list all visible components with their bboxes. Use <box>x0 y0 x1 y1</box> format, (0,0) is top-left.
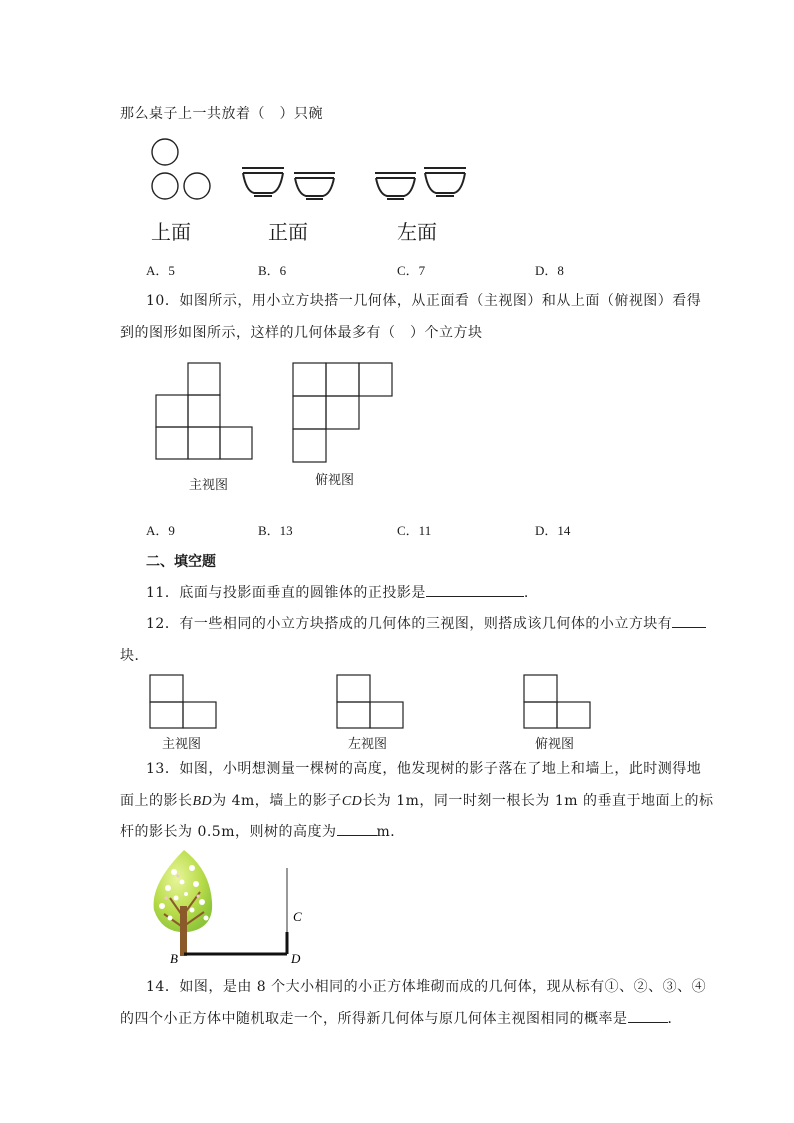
q11-text: 11．底面与投影面垂直的圆锥体的正投影是 <box>146 585 426 601</box>
q13-tree-figure <box>148 848 328 966</box>
q13-line2-part2: 为 4m，墙上的影子 <box>212 793 342 809</box>
q10-option-d: D．14 <box>535 523 571 538</box>
q9-option-a: A．5 <box>146 263 175 278</box>
q11-answer-blank[interactable] <box>426 596 524 597</box>
section-title: 二、填空题 <box>146 554 216 570</box>
q12-label-front: 主视图 <box>162 737 202 752</box>
q12-label-side: 左视图 <box>348 737 388 752</box>
q9-label-left: 左面 <box>397 220 437 244</box>
q12-line1 <box>146 613 706 633</box>
q10-option-a: A．9 <box>146 523 175 538</box>
q10-option-b: B．13 <box>258 523 293 538</box>
q13-line2-part3: 长为 1m，同一时刻一根长为 1m 的垂直于地面上的标 <box>362 793 714 809</box>
q13-line1: 13．如图，小明想测量一棵树的高度，他发现树的影子落在了地上和墙上，此时测得地 <box>146 761 702 777</box>
point-c-label: C <box>293 909 302 924</box>
q12-text: 12．有一些相同的小立方块搭成的几何体的三视图，则搭成该几何体的小立方块有 <box>146 616 673 632</box>
q13-segment-bd: BD <box>192 794 213 809</box>
q11-end: . <box>523 585 529 601</box>
q13-line3-part2: m． <box>376 824 405 840</box>
q12-answer-blank[interactable] <box>672 627 706 628</box>
q11-line <box>146 582 529 602</box>
q13-line2 <box>120 790 713 810</box>
q10-front-view-grid <box>155 362 257 464</box>
q13-line2-part1: 面上的影长 <box>120 793 193 809</box>
q14-line2-text: 的四个小正方体中随机取走一个，所得新几何体与原几何体主视图相同的概率是 <box>120 1011 628 1027</box>
q10-line1: 10．如图所示，用小立方块搭一几何体，从正面看（主视图）和从上面（俯视图）看得 <box>146 293 702 309</box>
q9-stem: 那么桌子上一共放着（ ）只碗 <box>120 106 323 122</box>
q12-side-view-grid <box>336 674 406 730</box>
q12-front-view-grid <box>149 674 219 730</box>
q9-option-b: B．6 <box>258 263 287 278</box>
q9-front-view <box>240 166 340 202</box>
q13-line3 <box>120 821 405 841</box>
q14-line1: 14．如图，是由 8 个大小相同的小正方体堆砌而成的几何体，现从标有①、②、③、④ <box>146 979 707 995</box>
q13-line3-part1: 杆的影长为 0.5m，则树的高度为 <box>120 824 337 840</box>
q9-top-view <box>148 137 218 203</box>
q12-label-top: 俯视图 <box>535 737 575 752</box>
q9-option-d: D．8 <box>535 263 564 278</box>
q9-label-front: 正面 <box>268 220 308 244</box>
q12-line2: 块． <box>120 648 149 664</box>
q10-label-front: 主视图 <box>189 478 229 493</box>
q12-top-view-grid <box>523 674 593 730</box>
q9-option-c: C．7 <box>397 263 426 278</box>
q13-answer-blank[interactable] <box>337 835 377 836</box>
q9-left-view <box>372 166 468 202</box>
q9-label-top: 上面 <box>151 220 191 244</box>
q10-label-top: 俯视图 <box>315 473 355 488</box>
q13-segment-cd: CD <box>341 794 363 809</box>
q10-line2: 到的图形如图所示，这样的几何体最多有（ ）个立方块 <box>120 325 483 341</box>
point-b-label: B <box>170 951 178 966</box>
q14-line2-end: ． <box>667 1011 682 1027</box>
tree-icon <box>154 850 213 956</box>
q10-top-view-grid <box>292 362 394 464</box>
q14-answer-blank[interactable] <box>628 1022 668 1023</box>
q14-line2 <box>120 1008 682 1028</box>
point-d-label: D <box>291 951 301 966</box>
q10-option-c: C．11 <box>397 523 432 538</box>
